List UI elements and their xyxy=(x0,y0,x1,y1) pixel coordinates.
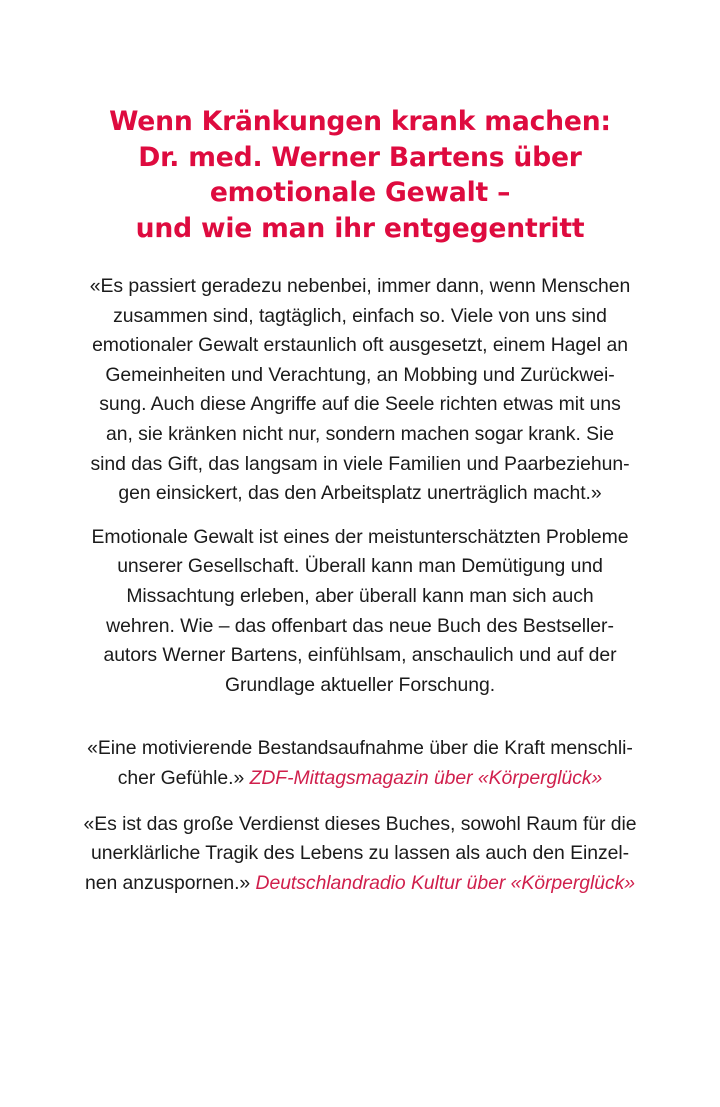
press-reviews-block xyxy=(62,734,658,898)
review-quote-deutschlandradio xyxy=(62,810,658,899)
review-line: unerklärliche Tragik des Lebens zu lassen als auch den Einzel- xyxy=(91,842,629,865)
blurb-line: gen einsickert, das den Arbeitsplatz unerträglich macht.» xyxy=(118,482,602,505)
blurb-quote-paragraph xyxy=(62,272,658,509)
review-line: «Eine motivierende Bestandsaufnahme über die Kraft menschli- xyxy=(87,737,633,760)
description-line: Grundlage aktueller Forschung. xyxy=(224,673,496,696)
review-source-zdf: ZDF-Mittagsmagazin über «Körperglück» xyxy=(249,766,603,789)
headline-line-2: Dr. med. Werner Bartens über xyxy=(138,141,582,173)
blurb-line: Gemeinheiten und Verachtung, an Mobbing und Zurückwei- xyxy=(105,363,615,386)
headline-line-4: und wie man ihr entgegentritt xyxy=(135,212,585,244)
review-line: «Es ist das große Verdienst dieses Buches, sowohl Raum für die xyxy=(83,812,637,835)
page-title xyxy=(62,104,658,246)
blurb-line: emotionaler Gewalt erstaunlich oft ausgesetzt, einem Hagel an xyxy=(92,334,628,357)
blurb-line: zusammen sind, tagtäglich, einfach so. Viele von uns sind xyxy=(113,304,607,327)
body-text-block xyxy=(62,272,658,700)
review-line xyxy=(62,869,658,899)
description-line: autors Werner Bartens, einfühlsam, anschaulich und auf der xyxy=(103,644,617,667)
blurb-line: sind das Gift, das langsam in viele Familien und Paarbeziehun- xyxy=(90,452,630,475)
description-line: unserer Gesellschaft. Überall kann man Demütigung und xyxy=(117,555,603,578)
review-quote-text: cher Gefühle.» xyxy=(117,766,250,789)
headline-line-3: emotionale Gewalt – xyxy=(209,177,511,208)
review-quote-text: nen anzuspornen.» xyxy=(84,871,256,894)
blurb-line: sung. Auch diese Angriffe auf die Seele richten etwas mit uns xyxy=(99,393,621,416)
blurb-line: «Es passiert geradezu nebenbei, immer dann, wenn Menschen xyxy=(89,275,631,297)
review-source-deutschlandradio: Deutschlandradio Kultur über «Körperglück» xyxy=(255,871,635,894)
description-paragraph xyxy=(62,523,658,701)
description-line: Missachtung erleben, aber überall kann man sich auch xyxy=(126,584,594,607)
description-line: wehren. Wie – das offenbart das neue Buch des Bestseller- xyxy=(106,614,614,637)
review-line xyxy=(62,764,658,794)
content-column xyxy=(62,104,658,898)
review-quote-zdf xyxy=(62,734,658,793)
description-line: Emotionale Gewalt ist eines der meistunterschätzten Probleme xyxy=(91,525,629,548)
headline-line-1: Wenn Kränkungen krank machen: xyxy=(109,106,611,137)
blurb-line: an, sie kränken nicht nur, sondern machen sogar krank. Sie xyxy=(105,422,614,445)
